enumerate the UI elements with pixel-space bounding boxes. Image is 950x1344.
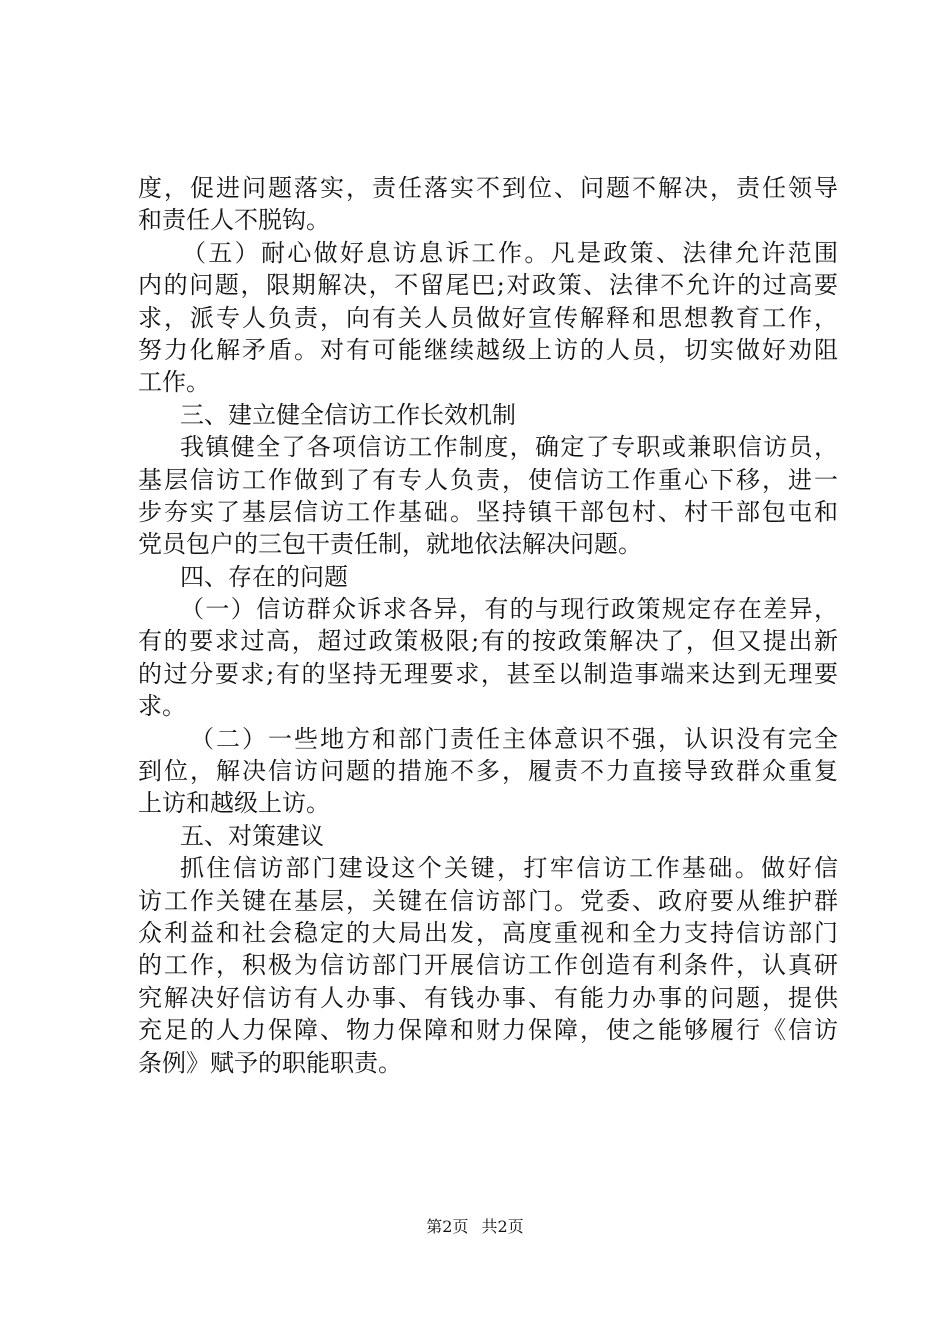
text-line: 求，派专人负责，向有关人员做好宣传解释和思想教育工作，	[138, 303, 838, 332]
text-line: 的工作，积极为信访部门开展信访工作创造有利条件，认真研	[138, 951, 838, 980]
text-line: 步夯实了基层信访工作基础。坚持镇干部包村、村干部包屯和	[138, 497, 838, 526]
text-line: 内的问题，限期解决，不留尾巴;对政策、法律不允许的过高要	[138, 271, 838, 300]
text-line: 众利益和社会稳定的大局出发，高度重视和全力支持信访部门	[138, 918, 838, 947]
text-line: 努力化解矛盾。对有可能继续越级上访的人员，切实做好劝阻	[138, 335, 838, 364]
text-line: 条例》赋予的职能职责。	[138, 1048, 402, 1077]
page-number: 第2页	[426, 1217, 469, 1236]
page-total: 共2页	[481, 1217, 524, 1236]
section-heading: 四、存在的问题	[180, 562, 348, 591]
text-line: 基层信访工作做到了有专人负责，使信访工作重心下移，进一	[138, 465, 838, 494]
text-line: 求。	[138, 692, 186, 721]
text-line: 访工作关键在基层，关键在信访部门。党委、政府要从维护群	[138, 886, 838, 915]
text-line: 到位，解决信访问题的措施不多，履责不力直接导致群众重复	[138, 757, 838, 786]
text-line: （一）信访群众诉求各异，有的与现行政策规定存在差异，	[180, 595, 838, 624]
text-line: 抓住信访部门建设这个关键，打牢信访工作基础。做好信	[180, 854, 838, 883]
section-heading: 五、对策建议	[180, 821, 324, 850]
text-line: 和责任人不脱钩。	[138, 206, 330, 235]
text-line: 上访和越级上访。	[138, 789, 330, 818]
text-line: （二）一些地方和部门责任主体意识不强，认识没有完全	[190, 724, 838, 753]
document-body	[138, 172, 838, 1079]
text-line: 度，促进问题落实，责任落实不到位、问题不解决，责任领导	[138, 174, 838, 202]
text-line: 工作。	[138, 368, 210, 397]
text-line: 究解决好信访有人办事、有钱办事、有能力办事的问题，提供	[138, 983, 838, 1012]
page-footer	[0, 1216, 950, 1238]
text-line: 有的要求过高，超过政策极限;有的按政策解决了，但又提出新	[138, 627, 838, 656]
text-line: （五）耐心做好息访息诉工作。凡是政策、法律允许范围	[182, 238, 838, 267]
section-heading: 三、建立健全信访工作长效机制	[180, 400, 516, 429]
text-line: 我镇健全了各项信访工作制度，确定了专职或兼职信访员，	[180, 433, 838, 462]
text-line: 党员包户的三包干责任制，就地依法解决问题。	[138, 530, 642, 559]
text-line: 的过分要求;有的坚持无理要求，甚至以制造事端来达到无理要	[138, 659, 838, 688]
text-line: 充足的人力保障、物力保障和财力保障，使之能够履行《信访	[138, 1016, 838, 1045]
